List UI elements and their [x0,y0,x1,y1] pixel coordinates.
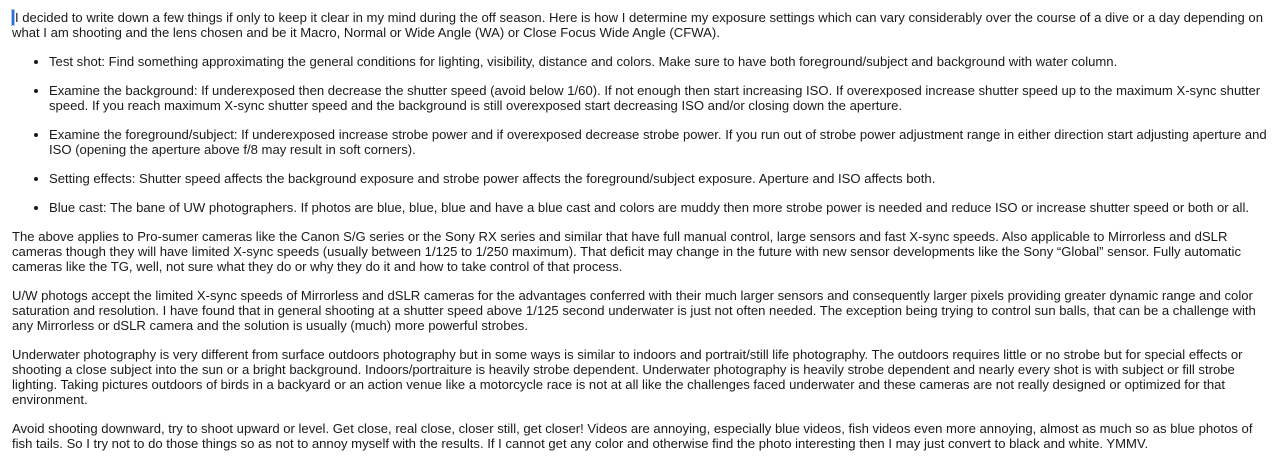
paragraph-tips: Avoid shooting downward, try to shoot upward or level. Get close, real close, closer still, get closer! Videos are annoying, especially blue videos, fish videos even more annoying, almost as much so as blue photos of fish tails. So I try not to do those things so as not to annoy myself with the results. If I cannot get any color and otherwise find the photo interesting then I may just convert to black and white. YMMV. [12,421,1253,451]
list-item-background: • Examine the background: If underexposed then decrease the shutter speed (avoid below 1/60). If not enough then start increasing ISO. If overexposed increase shutter speed up to the maximum X-sync shutter speed. If you reach maximum X-sync shutter speed and the background is still overexposed start decreasing ISO and/or closing down the aperture. [49,83,1270,113]
list-item-blue-cast: • Blue cast: The bane of UW photographers. If photos are blue, blue, blue and have a blue cast and colors are muddy then more strobe power is needed and reduce ISO or increase shutter speed or both or all. [49,200,1270,215]
intro-first-char: I [15,10,19,25]
intro-paragraph [12,10,1270,40]
exposure-steps-list [12,54,1270,215]
list-item-foreground: • Examine the foreground/subject: If underexposed increase strobe power and if overexposed decrease strobe power. If you run out of strobe power adjustment range in either direction start adjusting aperture and ISO (opening the aperture above f/8 may result in soft corners). [49,127,1270,157]
paragraph-xsync: U/W photogs accept the limited X-sync speeds of Mirrorless and dSLR cameras for the advantages conferred with their much larger sensors and consequently larger pixels providing greater dynamic range and color saturation and resolution. I have found that in general shooting at a shutter speed above 1/125 second underwater is just not often needed. The exception being trying to control sun balls, that can be a challenge with any Mirrorless or dSLR camera and the solution is usually (much) more powerful strobes. [12,288,1256,333]
paragraph-underwater: Underwater photography is very different from surface outdoors photography but in some ways is similar to indoors and portrait/still life photography. The outdoors requires little or no strobe but for special effects or shooting a close subject into the sun or a bright background. Indoors/portraiture is heavily strobe dependent. Underwater photography is heavily strobe dependent and nearly every shot is with subject or fill strobe lighting. Taking pictures outdoors of birds in a backyard or an action venue like a motorcycle race is not at all like the challenges faced underwater and these cameras are not really designed or optimized for that environment. [12,347,1243,407]
text-cursor [12,10,14,25]
intro-text: decided to write down a few things if only to keep it clear in my mind during the off season. Here is how I determine my exposure settings which can vary considerably over the course of a dive or a day depending on what I am shooting and the lens chosen and be it Macro, Normal or Wide Angle (WA) or Close Focus Wide Angle (CFWA). [12,10,1263,40]
paragraph-cameras: The above applies to Pro-sumer cameras like the Canon S/G series or the Sony RX series and similar that have full manual control, large sensors and fast X-sync speeds. Also applicable to Mirrorless and dSLR cameras though they will have limited X-sync speeds (usually between 1/125 to 1/250 maximum). That deficit may change in the future with new sensor developments like the Sony “Global” sensor. Fully automatic cameras like the TG, well, not sure what they do or why they do it and how to take control of that process. [12,229,1242,274]
list-item-setting-effects: • Setting effects: Shutter speed affects the background exposure and strobe power affects the foreground/subject exposure. Aperture and ISO affects both. [49,171,1270,186]
list-item-test-shot: • Test shot: Find something approximating the general conditions for lighting, visibility, distance and colors. Make sure to have both foreground/subject and background with water column. [49,54,1270,69]
